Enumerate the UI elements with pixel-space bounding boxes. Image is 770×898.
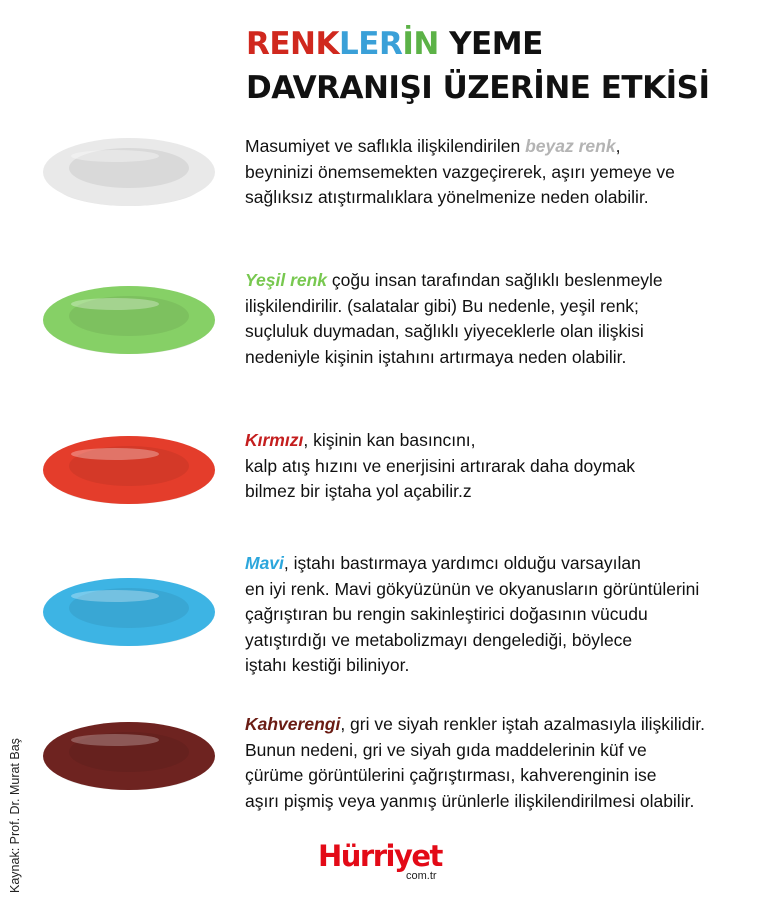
section-suffix: , gri ve siyah renkler iştah azalmasıyla ilişkilidir.: [340, 714, 706, 734]
section-green: [245, 268, 765, 370]
section-suffix: , kişinin kan basıncını,: [303, 430, 476, 450]
title-segment: RENK: [246, 26, 340, 62]
section-line: yatıştırdığı ve metabolizmayı dengelediği, böylece: [245, 629, 633, 650]
section-line: sağlıksız atıştırmalıklara yönelmenize neden olabilir.: [245, 187, 649, 207]
section-line: [245, 268, 765, 294]
logo-domain: com.tr: [406, 870, 437, 882]
title-segment: İN: [402, 26, 439, 62]
red-plate-icon: [40, 428, 218, 512]
title-line-2: DAVRANIŞI ÜZERİNE ETKİSİ: [246, 70, 710, 106]
section-line: aşırı pişmiş veya yanmış ürünlerle ilişkilendirilmesi olabilir.: [245, 790, 695, 811]
title-segment: YEME: [438, 26, 543, 62]
section-line: çağrıştıran bu rengin sakinleştirici doğasının vücudu: [245, 604, 648, 624]
section-line: kalp atış hızını ve enerjisini artırarak daha doymak: [245, 455, 636, 476]
hurriyet-logo[interactable]: [318, 839, 458, 882]
section-line: beyninizi önemsemekten vazgeçirerek, aşırı yemeye ve: [245, 161, 675, 182]
section-line: [245, 134, 765, 160]
section-line: nedeniyle kişinin iştahını artırmaya neden olabilir.: [245, 346, 627, 367]
green-plate-icon: [40, 278, 218, 362]
title-line-1: [246, 22, 746, 66]
white-plate-icon: [40, 130, 218, 214]
section-keyword: Yeşil renk: [245, 270, 328, 290]
section-red: [245, 428, 765, 505]
section-keyword: Kahverengi: [245, 714, 341, 734]
section-line: suçluluk duymadan, sağlıklı yiyeceklerle olan ilişkisi: [245, 321, 644, 341]
title-segment: LER: [339, 26, 403, 62]
section-line: ilişkilendirilir. (salatalar gibi) Bu nedenle, yeşil renk;: [245, 295, 639, 316]
section-brown: [245, 712, 765, 814]
logo-name: Hürriyet: [318, 839, 442, 873]
blue-plate-icon: [40, 570, 218, 654]
section-white: [245, 134, 765, 211]
section-prefix: Masumiyet ve saflıkla ilişkilendirilen: [245, 136, 526, 156]
source-credit: Kaynak: Prof. Dr. Murat Baş: [8, 738, 22, 893]
section-keyword: Mavi: [245, 553, 284, 573]
section-line: çürüme görüntülerini çağrıştırması, kahverenginin ise: [245, 765, 657, 785]
section-line: [245, 428, 765, 454]
section-suffix: , iştahı bastırmaya yardımcı olduğu varsayılan: [283, 553, 641, 573]
section-line: bilmez bir iştaha yol açabilir.z: [245, 481, 472, 501]
section-suffix: çoğu insan tarafından sağlıklı beslenmeyle: [327, 270, 663, 290]
section-blue: [245, 551, 765, 679]
page-title: [246, 22, 746, 110]
section-line: [245, 712, 765, 738]
section-line: iştahı kestiği biliniyor.: [245, 655, 410, 675]
section-suffix: ,: [615, 136, 621, 156]
section-line: Bunun nedeni, gri ve siyah gıda maddelerinin küf ve: [245, 739, 647, 760]
brown-plate-icon: [40, 714, 218, 798]
section-line: en iyi renk. Mavi gökyüzünün ve okyanusların görüntülerini: [245, 578, 700, 599]
section-line: [245, 551, 765, 577]
section-keyword: Kırmızı: [245, 430, 304, 450]
section-keyword: beyaz renk: [525, 136, 616, 156]
